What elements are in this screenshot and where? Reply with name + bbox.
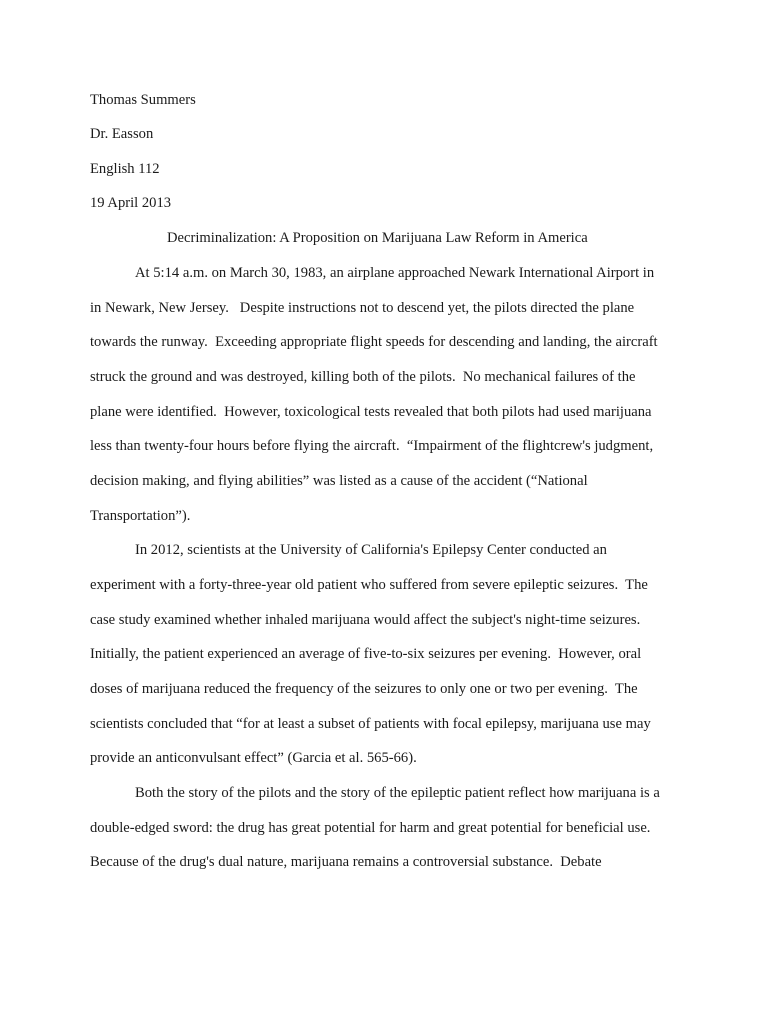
paragraph-1-line-1: At 5:14 a.m. on March 30, 1983, an airplane approached Newark International Airport in bbox=[135, 265, 655, 281]
paragraph-2-line-4: Initially, the patient experienced an average of five-to-six seizures per evening. However, oral bbox=[90, 646, 642, 662]
paragraph-1-line-2: in Newark, New Jersey. Despite instructions not to descend yet, the pilots directed the plane bbox=[90, 300, 635, 316]
paragraph-3-line-1: Both the story of the pilots and the story of the epileptic patient reflect how marijuana is a bbox=[135, 785, 660, 801]
paragraph-1-line-3: towards the runway. Exceeding appropriate flight speeds for descending and landing, the aircraft bbox=[90, 334, 658, 350]
author-name: Thomas Summers bbox=[90, 92, 196, 108]
paragraph-2-line-7: provide an anticonvulsant effect” (Garcia et al. 565-66). bbox=[90, 750, 417, 766]
instructor-name: Dr. Easson bbox=[90, 126, 154, 142]
paragraph-1-line-8: Transportation”). bbox=[90, 508, 191, 524]
paragraph-2-line-2: experiment with a forty-three-year old patient who suffered from severe epileptic seizures. The bbox=[90, 577, 648, 593]
essay-title: Decriminalization: A Proposition on Marijuana Law Reform in America bbox=[167, 230, 588, 246]
paragraph-1-line-5: plane were identified. However, toxicological tests revealed that both pilots had used marijuana bbox=[90, 404, 652, 420]
paragraph-1-line-6: less than twenty-four hours before flying the aircraft. “Impairment of the flightcrew's judgment, bbox=[90, 438, 654, 454]
paragraph-3-line-2: double-edged sword: the drug has great potential for harm and great potential for beneficial use. bbox=[90, 820, 651, 836]
course-name: English 112 bbox=[90, 161, 160, 177]
paragraph-2-line-3: case study examined whether inhaled marijuana would affect the subject's night-time seizures. bbox=[90, 612, 641, 628]
paragraph-2-line-5: doses of marijuana reduced the frequency of the seizures to only one or two per evening. The bbox=[90, 681, 638, 697]
paragraph-1-line-4: struck the ground and was destroyed, killing both of the pilots. No mechanical failures of the bbox=[90, 369, 636, 385]
paragraph-3-line-3: Because of the drug's dual nature, marijuana remains a controversial substance. Debate bbox=[90, 854, 602, 870]
paragraph-2-line-1: In 2012, scientists at the University of California's Epilepsy Center conducted an bbox=[135, 542, 607, 558]
paragraph-2-line-6: scientists concluded that “for at least a subset of patients with focal epilepsy, marijuana use may bbox=[90, 716, 651, 732]
essay-date: 19 April 2013 bbox=[90, 195, 172, 211]
paragraph-1-line-7: decision making, and flying abilities” was listed as a cause of the accident (“National bbox=[90, 473, 588, 489]
